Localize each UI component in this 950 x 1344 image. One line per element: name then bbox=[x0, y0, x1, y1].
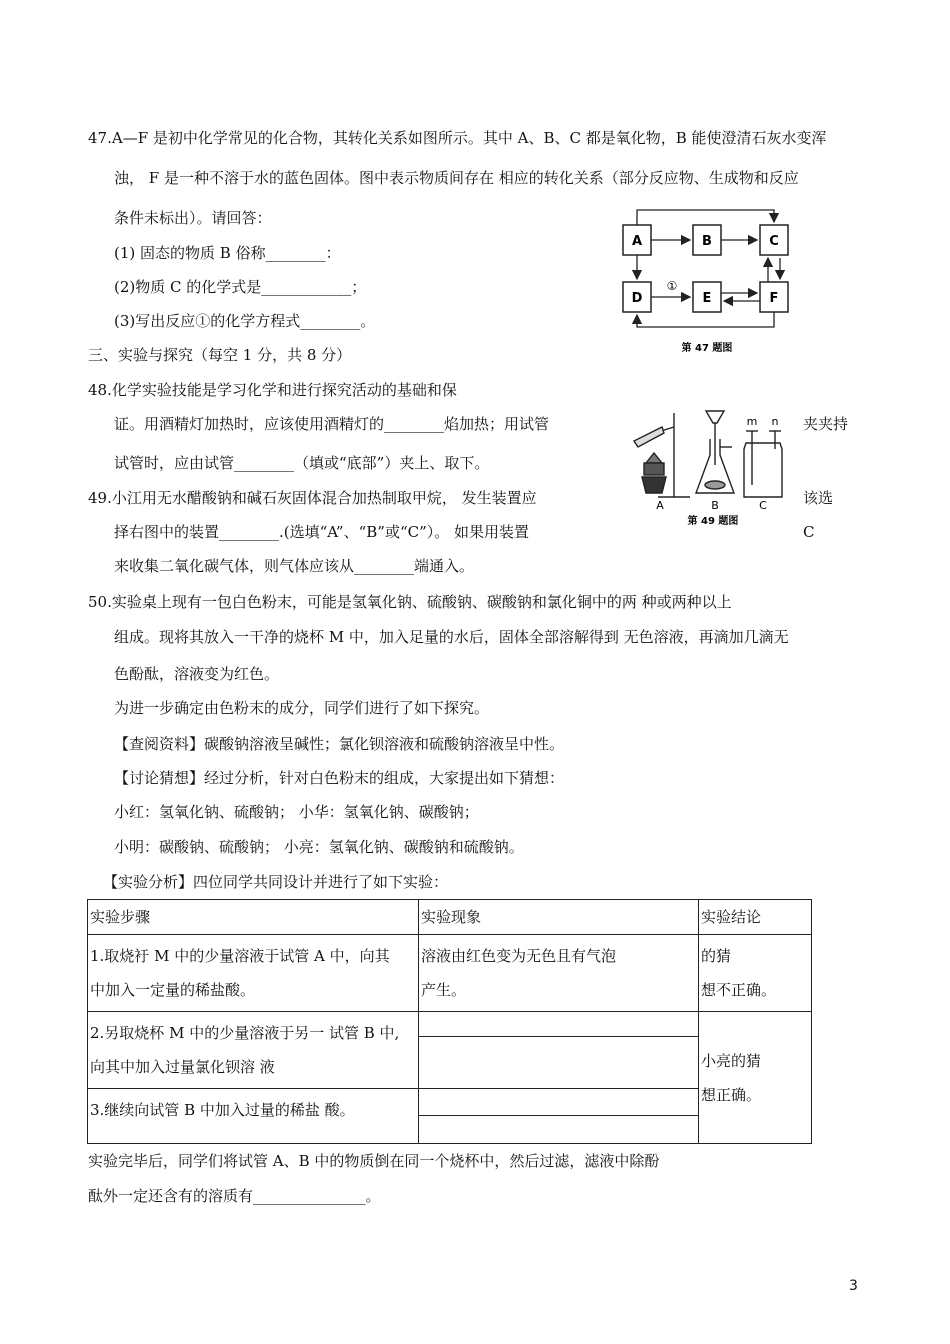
q48-line2-right: 夹夹持 bbox=[803, 415, 849, 433]
q50-after2: 酞外一定还含有的溶质有_______________。 bbox=[88, 1187, 381, 1205]
q50-line6: 【讨论猜想】经过分析，针对白色粉末的组成，大家提出如下猜想： bbox=[114, 769, 565, 787]
q48-line1: 48.化学实验技能是学习化学和进行探究活动的基础和保 bbox=[88, 381, 457, 399]
node-e: E bbox=[702, 291, 712, 306]
q50-line8: 小明：碳酸钠、硫酸钠； 小亮：氢氧化钠、碳酸钠和硫酸钠。 bbox=[114, 838, 524, 856]
row1-conclusion-a: 的猜 bbox=[701, 947, 732, 965]
q49-line2: 择右图中的装置________.(选填“A”、“B”或“C”）。 如果用装置 bbox=[114, 523, 530, 541]
row3-observation-blank-1[interactable] bbox=[419, 1089, 698, 1116]
row23-conclusion-b: 想正确。 bbox=[701, 1085, 762, 1104]
row1-step-b: 中加入一定量的稀盐酸。 bbox=[90, 981, 256, 999]
row2-step-b: 向其中加入过量氯化钡溶 液 bbox=[90, 1058, 275, 1076]
q50-after1: 实验完毕后，同学们将试管 A、B 中的物质倒在同一个烧杯中，然后过滤，滤液中除酚 bbox=[88, 1152, 660, 1170]
q47-sub3: (3)写出反应①的化学方程式________。 bbox=[114, 312, 376, 330]
row2-observation-blank-2[interactable] bbox=[419, 1037, 698, 1087]
apparatus-b-label: B bbox=[711, 499, 719, 512]
q47-line1: 47.A—F 是初中化学常见的化合物，其转化关系如图所示。其中 A、B、C 都是氧化物，B 能使澄清石灰水变浑 bbox=[88, 129, 827, 147]
q47-sub2: (2)物质 C 的化学式是____________； bbox=[114, 278, 367, 296]
row1-step-a: 1.取烧衧 M 中的少量溶液于试管 A 中，向其 bbox=[90, 947, 390, 965]
q48-line3: 试管时，应由试管________（填或“底部”）夹上、取下。 bbox=[114, 454, 490, 472]
q48-line2: 证。用酒精灯加热时，应该使用酒精灯的________焰加热；用试管 bbox=[114, 415, 550, 433]
node-a: A bbox=[631, 234, 643, 249]
table-row bbox=[88, 1012, 812, 1089]
q49-figure-caption: 第 49 题图 bbox=[687, 516, 739, 527]
experiment-table bbox=[87, 899, 812, 1144]
q47-figure bbox=[615, 200, 805, 360]
q47-figure-caption: 第 47 题图 bbox=[681, 343, 733, 354]
row23-conclusion-a: 小亮的猜 bbox=[701, 1051, 762, 1070]
row3-step: 3.继续向试管 B 中加入过量的稀盐 酸。 bbox=[90, 1101, 355, 1119]
q47-line3: 条件未标出）。请回答： bbox=[114, 209, 272, 227]
reaction-mark: ① bbox=[666, 279, 678, 293]
q49-line1: 49.小江用无水醋酸钠和碱石灰固体混合加热制取甲烷， 发生装置应 bbox=[88, 489, 537, 507]
row2-step-a: 2.另取烧杯 M 中的少量溶液于另一 试管 B 中, bbox=[90, 1024, 400, 1042]
page-number: 3 bbox=[849, 1278, 858, 1294]
row3-observation-blank-2[interactable] bbox=[419, 1116, 698, 1140]
header-observation: 实验现象 bbox=[419, 900, 699, 935]
row1-observation-b: 产生。 bbox=[421, 981, 467, 999]
q49-line1-right: 该选 bbox=[803, 489, 834, 507]
node-c: C bbox=[769, 234, 779, 249]
q50-line4: 为进一步确定由色粉末的成分，同学们进行了如下探究。 bbox=[114, 699, 490, 717]
q50-line9: 【实验分析】四位同学共同设计并进行了如下实验： bbox=[103, 873, 449, 891]
apparatus-a-label: A bbox=[656, 499, 664, 512]
q50-line5: 【查阅资料】碳酸钠溶液呈碱性；氯化钡溶液和硫酸钠溶液呈中性。 bbox=[114, 735, 565, 753]
table-row bbox=[88, 935, 812, 1012]
row2-observation-blank-1[interactable] bbox=[419, 1012, 698, 1037]
q49-figure bbox=[628, 405, 798, 530]
node-d: D bbox=[631, 291, 643, 306]
q50-line1: 50.实验桌上现有一包白色粉末，可能是氢氧化钠、硫酸钠、碳酸钠和氯化铜中的两 种或两种以上 bbox=[88, 593, 732, 611]
q47-sub1: (1) 固态的物质 B 俗称________： bbox=[114, 244, 341, 262]
q50-line2: 组成。现将其放入一干净的烧杯 M 中，加入足量的水后，固体全部溶解得到 无色溶液，再滴加几滴无 bbox=[114, 628, 789, 646]
port-m: m bbox=[746, 415, 758, 428]
header-conclusion: 实验结论 bbox=[699, 900, 812, 935]
node-f: F bbox=[769, 291, 779, 306]
port-n: n bbox=[771, 415, 779, 428]
header-step: 实验步骤 bbox=[88, 900, 419, 935]
q50-line3: 色酚酞，溶液变为红色。 bbox=[114, 665, 280, 683]
apparatus-c-label: C bbox=[759, 499, 767, 512]
table-header-row bbox=[88, 900, 812, 935]
row1-observation-a: 溶液由红色变为无色且有气泡 bbox=[421, 947, 617, 965]
q49-line2-right: C bbox=[803, 523, 815, 541]
q49-line3: 来收集二氧化碳气体，则气体应该从________端通入。 bbox=[114, 557, 475, 575]
section-heading: 三、实验与探究（每空 1 分，共 8 分） bbox=[88, 346, 352, 364]
node-b: B bbox=[702, 234, 712, 249]
q47-line2: 浊， F 是一种不溶于水的蓝色固体。图中表示物质间存在 相应的转化关系（部分反应物、生成物和反应 bbox=[114, 169, 799, 187]
row1-conclusion-b: 想不正确。 bbox=[701, 981, 777, 999]
q50-line7: 小红：氢氧化钠、硫酸钠； 小华：氢氧化钠、碳酸钠； bbox=[114, 803, 479, 821]
